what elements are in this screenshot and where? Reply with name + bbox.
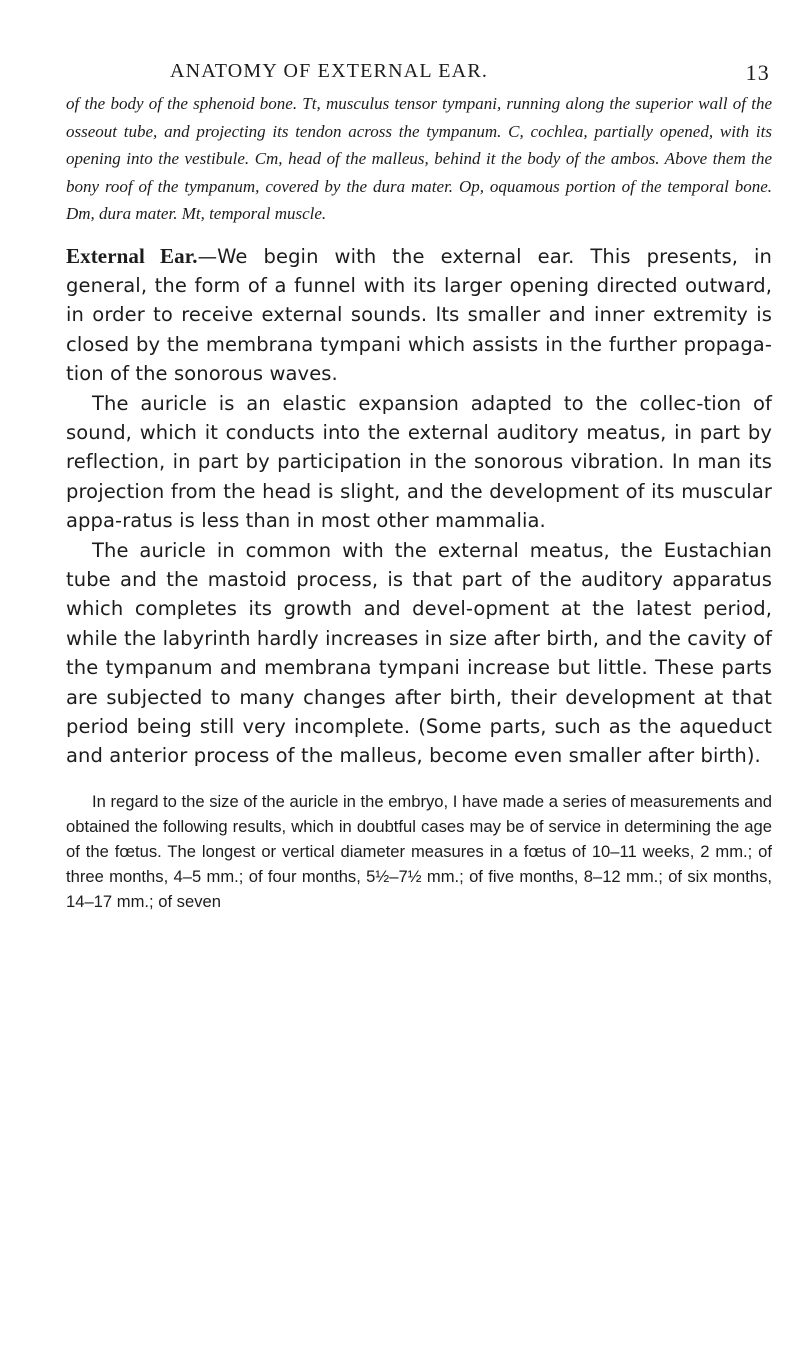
running-title: ANATOMY OF EXTERNAL EAR.	[170, 60, 489, 82]
section-heading: External Ear.	[66, 243, 198, 268]
paragraph-auricle: The auricle is an elastic expansion adapted to the collec-tion of sound, which it conducts into the external auditory meatus, in part by reflection, in part by participation in the sonorous vibration. In man its projection from the head is slight, and the development of its muscular appa-ratus is less than in most other mammalia.	[66, 391, 772, 533]
figure-caption-continued: of the body of the sphenoid bone. Tt, musculus tensor tympani, running along the superior wall of the osseout tube, and projecting its tendon across the tympanum. C, cochlea, partially opened, with its opening into the vestibule. Cm, head of the malleus, behind it the body of the ambos. Above them the bony roof of the tympanum, covered by the dura mater. Op, oquamous portion of the temporal bone. Dm, dura mater. Mt, temporal muscle.	[66, 94, 772, 223]
book-page	[66, 50, 772, 914]
small-print-paragraph: In regard to the size of the auricle in the embryo, I have made a series of measurements and obtained the following results, which in doubtful cases may be of service in determining the age of the fœtus. The longest or vertical diameter measures in a fœtus of 10–11 weeks, 2 mm.; of three months, 4–5 mm.; of four months, 5½–7½ mm.; of five months, 8–12 mm.; of six months, 14–17 mm.; of seven	[66, 791, 772, 911]
small-print-note	[66, 789, 772, 914]
main-text	[66, 242, 772, 771]
running-head	[66, 50, 772, 90]
paragraph-text: —We begin with the external ear. This presents, in general, the form of a funnel with its larger opening directed outward, in order to receive external sounds. Its smaller and inner extremity is closed by the membrana tympani which assists in the further propaga-tion of the sonorous waves.	[66, 244, 773, 386]
page-number: 13	[745, 60, 770, 85]
paragraph-external-ear	[66, 242, 772, 389]
paragraph-growth: The auricle in common with the external meatus, the Eustachian tube and the mastoid process, is that part of the auditory apparatus which completes its growth and devel-opment at the latest period, while the labyrinth hardly increases in size after birth, and the cavity of the tympanum and membrana tympani increase but little. These parts are subjected to many changes after birth, their development at that period being still very incomplete. (Some parts, such as the aqueduct and anterior process of the malleus, become even smaller after birth).	[66, 538, 772, 768]
